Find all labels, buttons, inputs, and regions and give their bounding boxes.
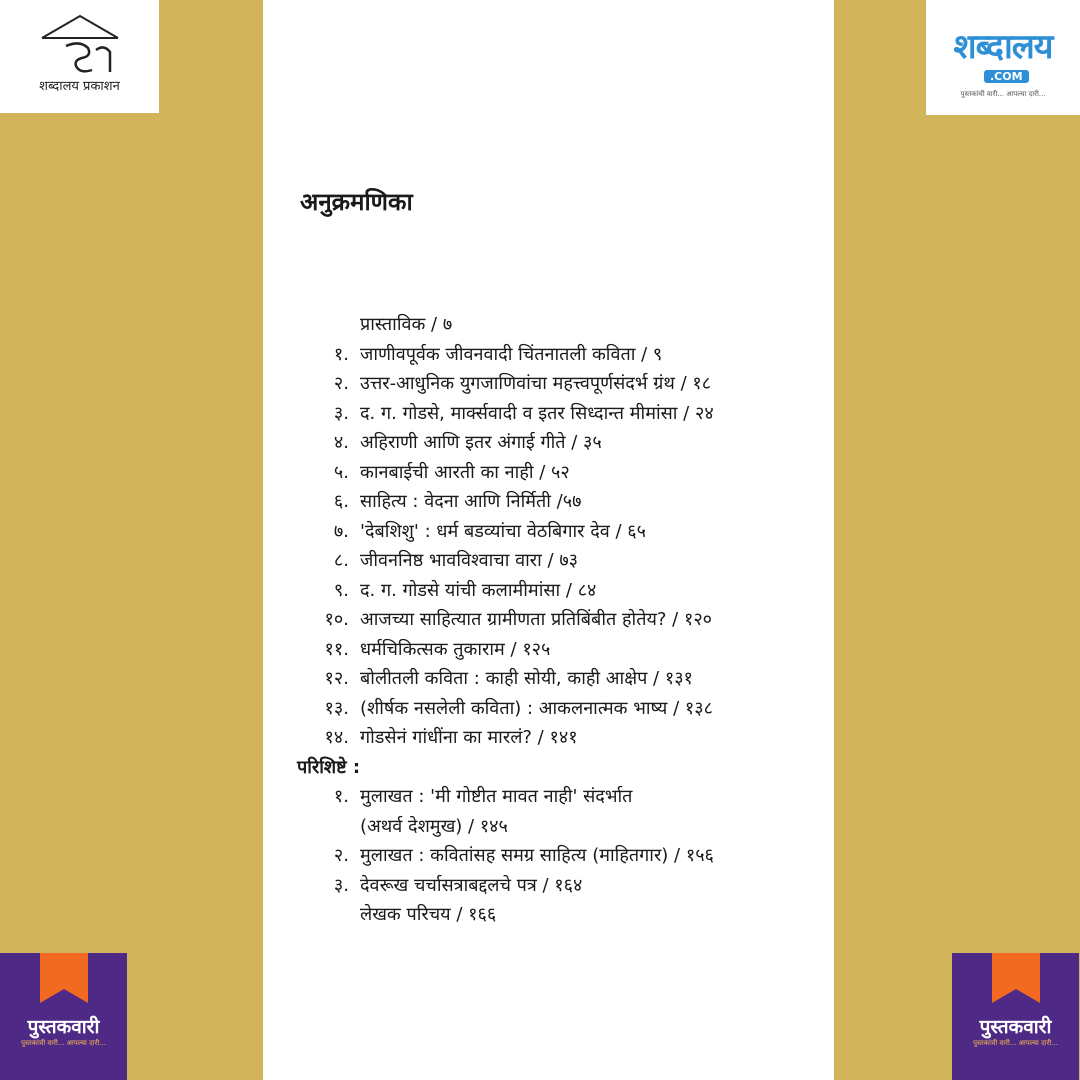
entry-title: आजच्या साहित्यात ग्रामीणता प्रतिबिंबीत होतेय? / १२० [360,609,713,630]
entry-number: १. [333,343,349,365]
entry-number: ९. [333,579,349,601]
entry-title: देवरूख चर्चासत्राबद्दलचे पत्र / १६४ [360,874,583,896]
entry-title: उत्तर-आधुनिक युगजाणिवांचा महत्त्वपूर्णसंदर्भ ग्रंथ / १८ [360,373,712,394]
entry-number: २. [333,845,349,866]
entry-title: जीवननिष्ठ भावविश्वाचा वारा / ७३ [360,550,579,571]
entry-title: द. ग. गोडसे, मार्क्सवादी व इतर सिध्दान्त मीमांसा / २४ [360,402,714,424]
toc-entry [299,369,829,399]
toc-closing-row [299,900,829,930]
entry-title: (अथर्व देशमुख) / १४५ [360,815,508,837]
toc-entry [299,605,829,635]
appendix-heading: परिशिष्टे : [297,756,361,778]
badge-tagline: पुस्तकांची वारी... आपल्या दारी... [21,1039,106,1047]
toc-heading: अनुक्रमणिका [300,188,413,216]
toc-entry [299,399,829,429]
entry-title: धर्मचिकित्सक तुकाराम / १२५ [360,638,551,660]
appendix-entry [299,841,829,871]
toc-entry [299,340,829,370]
entry-number: ८. [333,550,349,571]
entry-number: १४. [324,727,349,748]
shabdalay-prakashan-logo [0,0,159,113]
toc-entry [299,576,829,606]
toc-intro-row [299,310,829,340]
badge-tagline: पुस्तकांची वारी... आपल्या दारी... [973,1039,1058,1047]
appendix-entry [299,871,829,901]
entry-number: ३. [333,874,349,896]
entry-number: १२. [324,668,349,689]
entry-title: कानबाईची आरती का नाही / ५२ [360,461,570,483]
entry-title: 'देबशिशु' : धर्म बडव्यांचा वेठबिगार देव / ६५ [360,520,646,542]
toc-entry [299,723,829,753]
brand-wordmark: शब्दालय [953,27,1053,67]
appendix-entry [299,782,829,812]
publisher-caption: शब्दालय प्रकाशन [39,79,120,94]
entry-number: २. [333,373,349,394]
entry-title: गोडसेनं गांधींना का मारलं? / १४१ [360,727,578,748]
entry-title: (शीर्षक नसलेली कविता) : आकलनात्मक भाष्य / १३८ [360,697,713,719]
entry-title: मुलाखत : 'मी गोष्टीत मावत नाही' संदर्भात [360,786,633,807]
bookmark-ribbon-icon [40,953,88,1003]
toc-entry [299,517,829,547]
house-logo-icon [0,0,159,76]
pustakvari-badge-right [952,953,1079,1080]
entry-number: ४. [333,432,349,453]
entry-title: द. ग. गोडसे यांची कलामीमांसा / ८४ [360,579,597,601]
toc-entry [299,428,829,458]
bookmark-ribbon-icon [992,953,1040,1003]
toc-entry [299,487,829,517]
brand-domain: .COM [984,70,1029,83]
brand-tagline: पुस्तकांची वारी... आपल्या दारी... [960,90,1046,98]
entry-number: ७. [333,520,349,542]
toc-entry [299,546,829,576]
entry-title: जाणीवपूर्वक जीवनवादी चिंतनातली कविता / ९ [360,343,663,365]
entry-number: ५. [333,461,349,483]
entry-number: १०. [324,609,349,630]
entry-title: अहिराणी आणि इतर अंगाई गीते / ३५ [360,432,602,453]
entry-number: ११. [324,638,349,660]
toc-entry [299,458,829,488]
entry-number: ३. [333,402,349,424]
toc-intro: प्रास्ताविक / ७ [360,314,453,335]
entry-title: साहित्य : वेदना आणि निर्मिती /५७ [360,491,582,512]
author-intro-entry: लेखक परिचय / १६६ [360,904,497,925]
book-page [263,0,834,1080]
entry-number: १. [333,786,349,807]
toc-entry [299,635,829,665]
entry-title: मुलाखत : कवितांसह समग्र साहित्य (माहितगार) / १५६ [360,845,714,866]
entry-number: ६. [333,491,349,512]
badge-name: पुस्तकवारी [979,1016,1052,1038]
table-of-contents [299,310,829,930]
shabdalay-com-logo [926,0,1080,115]
appendix-entry-continuation [299,812,829,842]
badge-name: पुस्तकवारी [27,1016,100,1038]
toc-entry [299,694,829,724]
entry-title: बोलीतली कविता : काही सोयी, काही आक्षेप / १३१ [360,668,693,689]
toc-entry [299,664,829,694]
entry-number: १३. [324,697,349,719]
pustakvari-badge-left [0,953,127,1080]
